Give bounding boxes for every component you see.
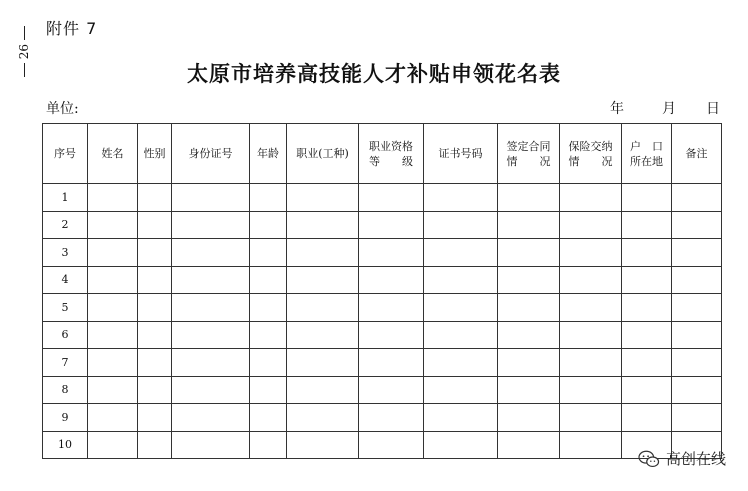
cell-gender[interactable] bbox=[138, 266, 172, 294]
cell-remark[interactable] bbox=[672, 321, 722, 349]
column-header-gender bbox=[138, 124, 172, 184]
cell-age[interactable] bbox=[250, 404, 287, 432]
column-header-line: 情 况 bbox=[568, 154, 613, 168]
date-month: 月 bbox=[662, 101, 676, 117]
cell-age[interactable] bbox=[250, 184, 287, 212]
cell-insurance[interactable] bbox=[560, 266, 622, 294]
column-header-line: 保险交纳 bbox=[568, 139, 613, 153]
page-number-dash-top bbox=[24, 26, 25, 40]
wechat-icon bbox=[638, 449, 660, 469]
watermark bbox=[638, 448, 726, 469]
cell-contract[interactable] bbox=[498, 239, 560, 267]
cell-qualification[interactable] bbox=[359, 239, 424, 267]
cell-occupation[interactable] bbox=[287, 321, 359, 349]
cell-qualification[interactable] bbox=[359, 321, 424, 349]
cell-name[interactable] bbox=[88, 431, 138, 459]
cell-name[interactable] bbox=[88, 294, 138, 322]
row-number: 2 bbox=[43, 211, 88, 239]
cell-occupation[interactable] bbox=[287, 184, 359, 212]
cell-age[interactable] bbox=[250, 376, 287, 404]
cell-insurance[interactable] bbox=[560, 321, 622, 349]
cell-contract[interactable] bbox=[498, 294, 560, 322]
column-header-line: 证书号码 bbox=[438, 147, 483, 160]
table-row bbox=[43, 294, 722, 322]
cell-hukou[interactable] bbox=[622, 294, 672, 322]
cell-id[interactable] bbox=[172, 239, 250, 267]
cell-insurance[interactable] bbox=[560, 294, 622, 322]
cell-cert[interactable] bbox=[424, 239, 498, 267]
table-row bbox=[43, 404, 722, 432]
cell-contract[interactable] bbox=[498, 321, 560, 349]
unit-label: 单位: bbox=[46, 101, 79, 117]
column-header-seq bbox=[43, 124, 88, 184]
table-row bbox=[43, 239, 722, 267]
cell-hukou[interactable] bbox=[622, 266, 672, 294]
table-row bbox=[43, 376, 722, 404]
table-row bbox=[43, 321, 722, 349]
watermark-text: 高创在线 bbox=[665, 450, 726, 468]
cell-contract[interactable] bbox=[498, 431, 560, 459]
cell-name[interactable] bbox=[88, 404, 138, 432]
attachment-label: 附件 7 bbox=[46, 19, 98, 38]
row-number: 7 bbox=[43, 349, 88, 377]
cell-hukou[interactable] bbox=[622, 184, 672, 212]
cell-name[interactable] bbox=[88, 321, 138, 349]
cell-qualification[interactable] bbox=[359, 184, 424, 212]
cell-qualification[interactable] bbox=[359, 211, 424, 239]
cell-occupation[interactable] bbox=[287, 294, 359, 322]
cell-gender[interactable] bbox=[138, 376, 172, 404]
row-number: 10 bbox=[43, 431, 88, 459]
column-header-remark bbox=[672, 124, 722, 184]
cell-gender[interactable] bbox=[138, 294, 172, 322]
column-header-name bbox=[88, 124, 138, 184]
column-header-line: 所在地 bbox=[630, 154, 663, 168]
cell-id[interactable] bbox=[172, 431, 250, 459]
cell-name[interactable] bbox=[88, 266, 138, 294]
cell-occupation[interactable] bbox=[287, 211, 359, 239]
table-row bbox=[43, 211, 722, 239]
cell-remark[interactable] bbox=[672, 266, 722, 294]
column-header-line: 情 况 bbox=[506, 154, 551, 168]
cell-occupation[interactable] bbox=[287, 239, 359, 267]
column-header-cert bbox=[424, 124, 498, 184]
cell-insurance[interactable] bbox=[560, 376, 622, 404]
cell-cert[interactable] bbox=[424, 376, 498, 404]
cell-cert[interactable] bbox=[424, 431, 498, 459]
cell-age[interactable] bbox=[250, 266, 287, 294]
cell-id[interactable] bbox=[172, 349, 250, 377]
column-header-qualification bbox=[359, 124, 424, 184]
cell-remark[interactable] bbox=[672, 239, 722, 267]
cell-id[interactable] bbox=[172, 321, 250, 349]
table-row bbox=[43, 349, 722, 377]
column-header-line: 序号 bbox=[54, 147, 76, 160]
date-year: 年 bbox=[610, 101, 624, 117]
column-header-line: 职业(工种) bbox=[296, 147, 349, 160]
cell-gender[interactable] bbox=[138, 239, 172, 267]
date-label bbox=[610, 98, 720, 118]
cell-qualification[interactable] bbox=[359, 349, 424, 377]
cell-remark[interactable] bbox=[672, 211, 722, 239]
cell-cert[interactable] bbox=[424, 294, 498, 322]
cell-age[interactable] bbox=[250, 211, 287, 239]
cell-gender[interactable] bbox=[138, 404, 172, 432]
cell-occupation[interactable] bbox=[287, 349, 359, 377]
cell-cert[interactable] bbox=[424, 184, 498, 212]
column-header-occupation bbox=[287, 124, 359, 184]
cell-qualification[interactable] bbox=[359, 294, 424, 322]
cell-hukou[interactable] bbox=[622, 404, 672, 432]
cell-cert[interactable] bbox=[424, 321, 498, 349]
cell-contract[interactable] bbox=[498, 349, 560, 377]
cell-name[interactable] bbox=[88, 211, 138, 239]
row-number: 1 bbox=[43, 184, 88, 212]
cell-remark[interactable] bbox=[672, 294, 722, 322]
table-body bbox=[43, 184, 722, 459]
row-number: 3 bbox=[43, 239, 88, 267]
cell-id[interactable] bbox=[172, 294, 250, 322]
cell-name[interactable] bbox=[88, 376, 138, 404]
cell-age[interactable] bbox=[250, 349, 287, 377]
cell-hukou[interactable] bbox=[622, 211, 672, 239]
cell-gender[interactable] bbox=[138, 321, 172, 349]
cell-gender[interactable] bbox=[138, 431, 172, 459]
cell-qualification[interactable] bbox=[359, 266, 424, 294]
document-title: 太原市培养高技能人才补贴申领花名表 bbox=[187, 61, 561, 86]
table-row bbox=[43, 266, 722, 294]
cell-insurance[interactable] bbox=[560, 349, 622, 377]
cell-cert[interactable] bbox=[424, 349, 498, 377]
cell-id[interactable] bbox=[172, 211, 250, 239]
cell-contract[interactable] bbox=[498, 266, 560, 294]
cell-remark[interactable] bbox=[672, 349, 722, 377]
cell-remark[interactable] bbox=[672, 184, 722, 212]
cell-occupation[interactable] bbox=[287, 431, 359, 459]
cell-occupation[interactable] bbox=[287, 266, 359, 294]
cell-gender[interactable] bbox=[138, 184, 172, 212]
cell-id[interactable] bbox=[172, 404, 250, 432]
cell-cert[interactable] bbox=[424, 266, 498, 294]
cell-hukou[interactable] bbox=[622, 321, 672, 349]
cell-occupation[interactable] bbox=[287, 376, 359, 404]
row-number: 9 bbox=[43, 404, 88, 432]
cell-occupation[interactable] bbox=[287, 404, 359, 432]
cell-age[interactable] bbox=[250, 321, 287, 349]
column-header-id bbox=[172, 124, 250, 184]
date-day: 日 bbox=[706, 101, 720, 117]
cell-qualification[interactable] bbox=[359, 431, 424, 459]
column-header-line: 职业资格 bbox=[369, 139, 413, 153]
column-header-hukou bbox=[622, 124, 672, 184]
cell-id[interactable] bbox=[172, 184, 250, 212]
cell-hukou[interactable] bbox=[622, 376, 672, 404]
cell-hukou[interactable] bbox=[622, 349, 672, 377]
column-header-line: 备注 bbox=[685, 147, 708, 160]
cell-gender[interactable] bbox=[138, 211, 172, 239]
cell-age[interactable] bbox=[250, 431, 287, 459]
cell-insurance[interactable] bbox=[560, 239, 622, 267]
cell-age[interactable] bbox=[250, 294, 287, 322]
column-header-line: 身份证号 bbox=[188, 147, 233, 160]
column-header-line: 等 级 bbox=[369, 154, 413, 168]
cell-remark[interactable] bbox=[672, 404, 722, 432]
header-row bbox=[43, 124, 722, 184]
column-header-line: 户 口 bbox=[630, 139, 663, 153]
cell-name[interactable] bbox=[88, 239, 138, 267]
table-row bbox=[43, 431, 722, 459]
cell-qualification[interactable] bbox=[359, 376, 424, 404]
column-header-age bbox=[250, 124, 287, 184]
column-header-insurance bbox=[560, 124, 622, 184]
cell-name[interactable] bbox=[88, 349, 138, 377]
cell-id[interactable] bbox=[172, 266, 250, 294]
cell-insurance[interactable] bbox=[560, 184, 622, 212]
column-header-line: 性别 bbox=[143, 147, 166, 160]
cell-contract[interactable] bbox=[498, 211, 560, 239]
cell-insurance[interactable] bbox=[560, 211, 622, 239]
cell-qualification[interactable] bbox=[359, 404, 424, 432]
row-number: 6 bbox=[43, 321, 88, 349]
cell-gender[interactable] bbox=[138, 349, 172, 377]
column-header-line: 姓名 bbox=[101, 147, 124, 160]
cell-contract[interactable] bbox=[498, 404, 560, 432]
cell-insurance[interactable] bbox=[560, 431, 622, 459]
cell-age[interactable] bbox=[250, 239, 287, 267]
cell-cert[interactable] bbox=[424, 404, 498, 432]
cell-cert[interactable] bbox=[424, 211, 498, 239]
cell-contract[interactable] bbox=[498, 184, 560, 212]
column-header-contract bbox=[498, 124, 560, 184]
row-number: 5 bbox=[43, 294, 88, 322]
cell-name[interactable] bbox=[88, 184, 138, 212]
cell-insurance[interactable] bbox=[560, 404, 622, 432]
cell-remark[interactable] bbox=[672, 376, 722, 404]
table-row bbox=[43, 184, 722, 212]
column-header-line: 年龄 bbox=[257, 147, 279, 160]
cell-hukou[interactable] bbox=[622, 239, 672, 267]
page-number-text: 26 bbox=[17, 44, 31, 60]
row-number: 8 bbox=[43, 376, 88, 404]
column-header-line: 签定合同 bbox=[506, 139, 551, 153]
cell-id[interactable] bbox=[172, 376, 250, 404]
cell-contract[interactable] bbox=[498, 376, 560, 404]
roster-table bbox=[42, 123, 722, 459]
row-number: 4 bbox=[43, 266, 88, 294]
